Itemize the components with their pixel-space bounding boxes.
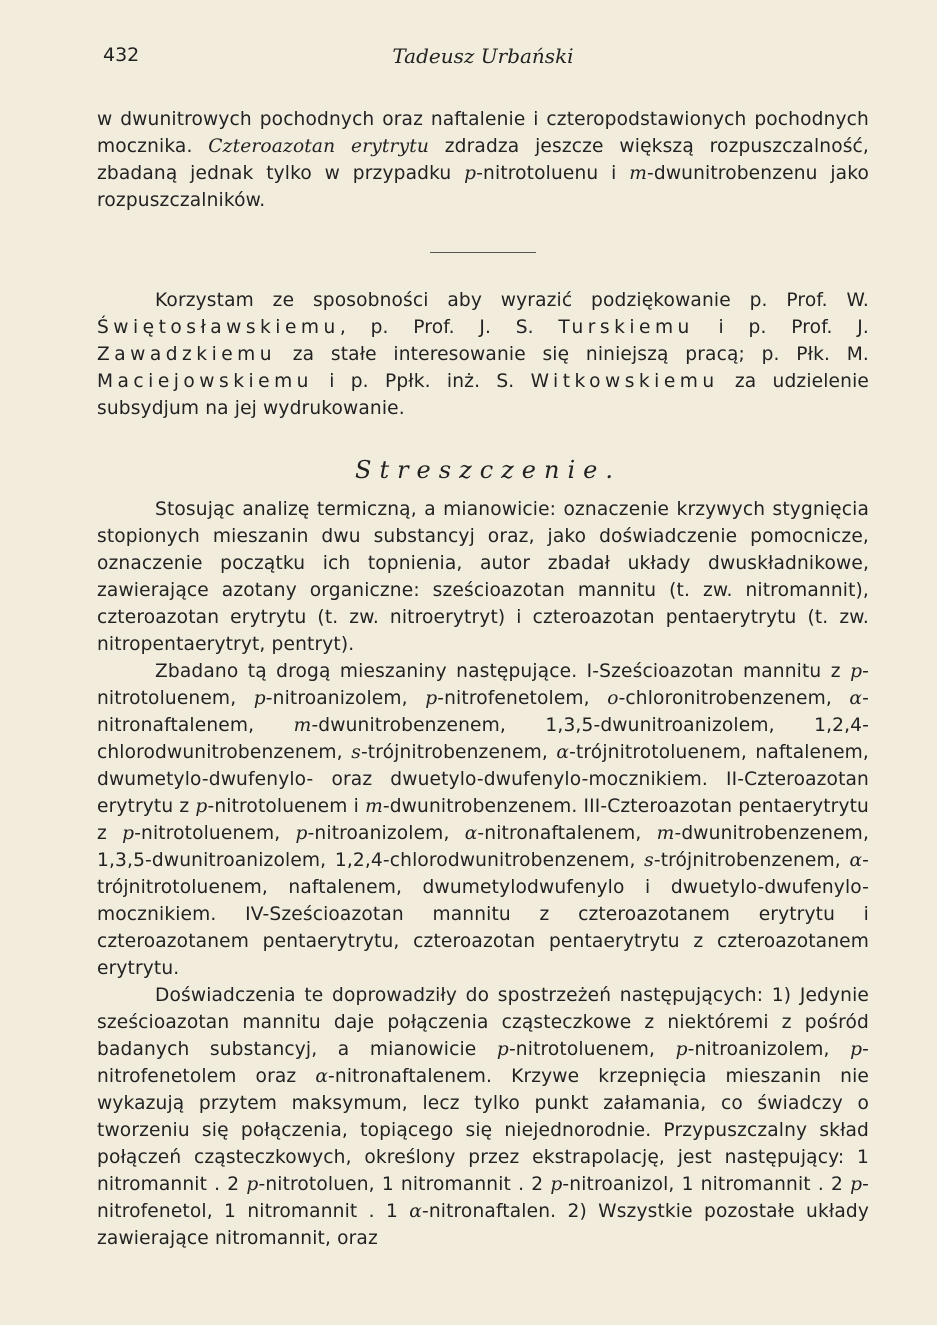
separator-rule — [430, 252, 536, 253]
summary-paragraph-3: Doświadczenia te doprowadziły do spostrzeżeń następujących: 1) Jedynie sześcioazotan mannitu daje połączenia cząsteczkowe z niektóremi z pośród badanych substancyj, a mianowicie p-nitrotoluenem, p-nitroanizolem, p-nitrofenetolem oraz α-nitronaftalenem. Krzywe krzepnięcia mieszanin nie wykazują przytem maksymum, lecz tylko punkt załamania, co świadczy o tworzeniu się połączenia, topiącego się niejednorodnie. Przypuszczalny skład połączeń cząsteczkowych, określony przez ekstrapolację, jest następujący: 1 nitromannit . 2 p-nitrotoluen, 1 nitromannit . 2 p-nitroanizol, 1 nitromannit . 2 p-nitrofenetol, 1 nitromannit . 1 α-nitronaftalen. 2) Wszystkie pozostałe układy zawierające nitromannit, oraz — [97, 985, 869, 1249]
page-number: 432 — [103, 44, 140, 66]
summary-paragraph-2: Zbadano tą drogą mieszaniny następujące. I-Sześcioazotan mannitu z p-nitrotoluenem, p-nitroanizolem, p-nitrofenetolem, o-chloronitrobenzenem, α-nitronaftalenem, m-dwunitrobenzenem, 1,3,5-dwunitroanizolem, 1,2,4-chlorodwunitrobenzenem, s-trójnitrobenzenem, α-trójnitrotoluenem, naftalenem, dwumetylo-dwufenylo- oraz dwuetylo-dwufenylo-mocznikiem. II-Czteroazotan erytrytu z p-nitrotoluenem i m-dwunitrobenzenem. III-Czteroazotan pentaerytrytu z p-nitrotoluenem, p-nitroanizolem, α-nitronaftalenem, m-dwunitrobenzenem, 1,3,5-dwunitroanizolem, 1,2,4-chlorodwunitrobenzenem, s-trójnitrobenzenem, α-trójnitrotoluenem, naftalenem, dwumetylodwufenylo i dwuetylo-dwufenylo-mocznikiem. IV-Sześcioazotan mannitu z czteroazotanem erytrytu i czteroazotanem pentaerytrytu, czteroazotan pentaerytrytu z czteroazotanem erytrytu. — [97, 661, 870, 979]
summary-paragraph-1: Stosując analizę termiczną, a mianowicie: oznaczenie krzywych stygnięcia stopionych mieszanin dwu substancyj oraz, jako doświadczenie pomocnicze, oznaczenie początku ich topnienia, autor zbadał układy dwuskładnikowe, zawierające azotany organiczne: sześcioazotan mannitu (t. zw. nitromannit), czteroazotan erytrytu (t. zw. nitroerytryt) i czteroazotan pentaerytrytu (t. zw. nitropentaerytryt, pentryt). — [97, 499, 869, 655]
running-head: Tadeusz Urbański — [392, 44, 574, 68]
acknowledgement-paragraph: Korzystam ze sposobności aby wyrazić podziękowanie p. Prof. W. Świętosławskiemu, p. Prof. J. S. Turskiemu i p. Prof. J. Zawadzkiemu za stałe interesowanie się niniejszą pracą; p. Płk. M. Maciejowskiemu i p. Ppłk. inż. S. Witkowskiemu za udzielenie subsydjum na jej wydrukowanie. — [97, 290, 869, 419]
page-header — [97, 40, 869, 70]
paragraph-continued: w dwunitrowych pochodnych oraz naftalenie i czteropodstawionych pochodnych mocznika. Czteroazotan erytrytu zdradza jeszcze większą rozpuszczalność, zbadaną jednak tylko w przypadku p-nitrotoluenu i m-dwunitrobenzenu jako rozpuszczalników. — [97, 109, 869, 211]
document-page — [97, 40, 869, 1252]
section-title: Streszczenie. — [355, 456, 621, 484]
